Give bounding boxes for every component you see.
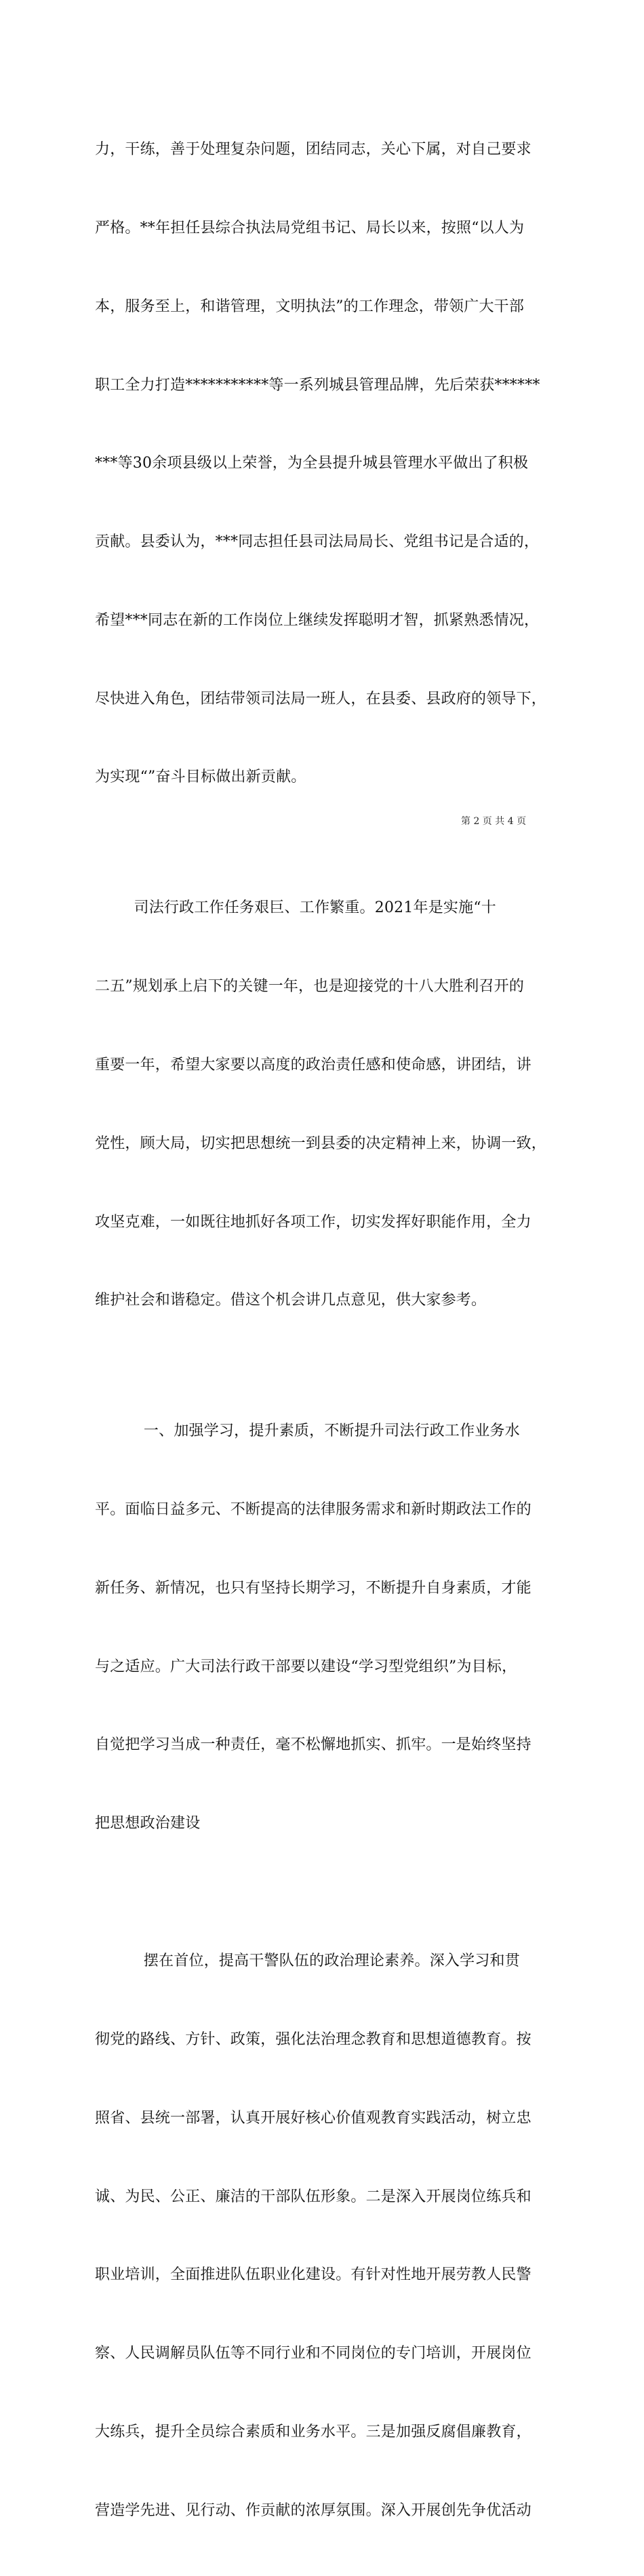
text-line: 彻党的路线、方针、政策，强化法治理念教育和思想道德教育。按 xyxy=(95,2030,531,2048)
text-line: 贡献。县委认为，***同志担任县司法局局长、党组书记是合适的， xyxy=(95,533,540,551)
text-line: 一、加强学习，提升素质，不断提升司法行政工作业务水 xyxy=(95,1423,520,1440)
text-line: 把思想政治建设 xyxy=(95,1815,201,1833)
text-line: 本，服务至上，和谐管理，文明执法”的工作理念，带领广大干部 xyxy=(95,298,525,315)
body-text xyxy=(95,85,556,2576)
paragraph-1 xyxy=(95,85,556,843)
text-line: 重要一年，希望大家要以高度的政治责任感和使命感，讲团结，讲 xyxy=(95,1056,531,1074)
text-line: 察、人民调解员队伍等不同行业和不同岗位的专门培训，开展岗位 xyxy=(95,2345,531,2363)
text-line: 职工全力打造***********等一系列城县管理品牌，先后荣获****** xyxy=(95,376,540,394)
text-line: 司法行政工作任务艰巨、工作繁重。2021年是实施“十 xyxy=(95,899,496,917)
text-line: ***等30余项县级以上荣誉，为全县提升城县管理水平做出了积极 xyxy=(95,455,529,472)
paragraph-4 xyxy=(95,1896,556,2576)
page-number: 第 2 页 共 4 页 xyxy=(461,816,527,827)
text-line: 维护社会和谐稳定。借这个机会讲几点意见，供大家参考。 xyxy=(95,1292,487,1309)
text-line: 希望***同志在新的工作岗位上继续发挥聪明才智，抓紧熟悉情况， xyxy=(95,611,540,629)
text-line: 为实现“”奋斗目标做出新贡献。 xyxy=(95,769,306,786)
text-line: 自觉把学习当成一种责任，毫不松懈地抓实、抓牢。一是始终坚持 xyxy=(95,1736,531,1754)
text-line: 职业培训，全面推进队伍职业化建设。有针对性地开展劳教人民警 xyxy=(95,2266,531,2284)
text-line: 党性，顾大局，切实把思想统一到县委的决定精神上来，协调一致， xyxy=(95,1134,547,1152)
text-line: 诚、为民、公正、廉洁的干部队伍形象。二是深入开展岗位练兵和 xyxy=(95,2188,531,2205)
text-line: 严格。**年担任县综合执法局党组书记、局长以来，按照“以人为 xyxy=(95,219,525,237)
paragraph-3 xyxy=(95,1366,556,1889)
text-line: 大练兵，提升全员综合素质和业务水平。三是加强反腐倡廉教育， xyxy=(95,2423,531,2440)
text-line: 照省、县统一部署，认真开展好核心价值观教育实践活动，树立忠 xyxy=(95,2109,531,2127)
text-line: 与之适应。广大司法行政干部要以建设“学习型党组织”为目标， xyxy=(95,1658,517,1675)
text-line: 新任务、新情况，也只有坚持长期学习，不断提升自身素质，才能 xyxy=(95,1579,531,1597)
paragraph-2 xyxy=(95,843,556,1366)
text-line: 攻坚克难，一如既往地抓好各项工作，切实发挥好职能作用，全力 xyxy=(95,1213,531,1231)
paragraph-gap xyxy=(95,1889,556,1896)
text-line: 二五”规划承上启下的关键一年，也是迎接党的十八大胜利召开的 xyxy=(95,978,525,996)
text-line: 营造学先进、见行动、作贡献的浓厚氛围。深入开展创先争优活动 xyxy=(95,2501,531,2519)
text-line: 摆在首位，提高干警队伍的政治理论素养。深入学习和贯 xyxy=(95,1953,520,1970)
text-line: 平。面临日益多元、不断提高的法律服务需求和新时期政法工作的 xyxy=(95,1501,531,1519)
text-line: 尽快进入角色，团结带领司法局一班人，在县委、县政府的领导下， xyxy=(95,690,547,708)
text-line: 力，干练，善于处理复杂问题，团结同志，关心下属，对自己要求 xyxy=(95,141,531,159)
